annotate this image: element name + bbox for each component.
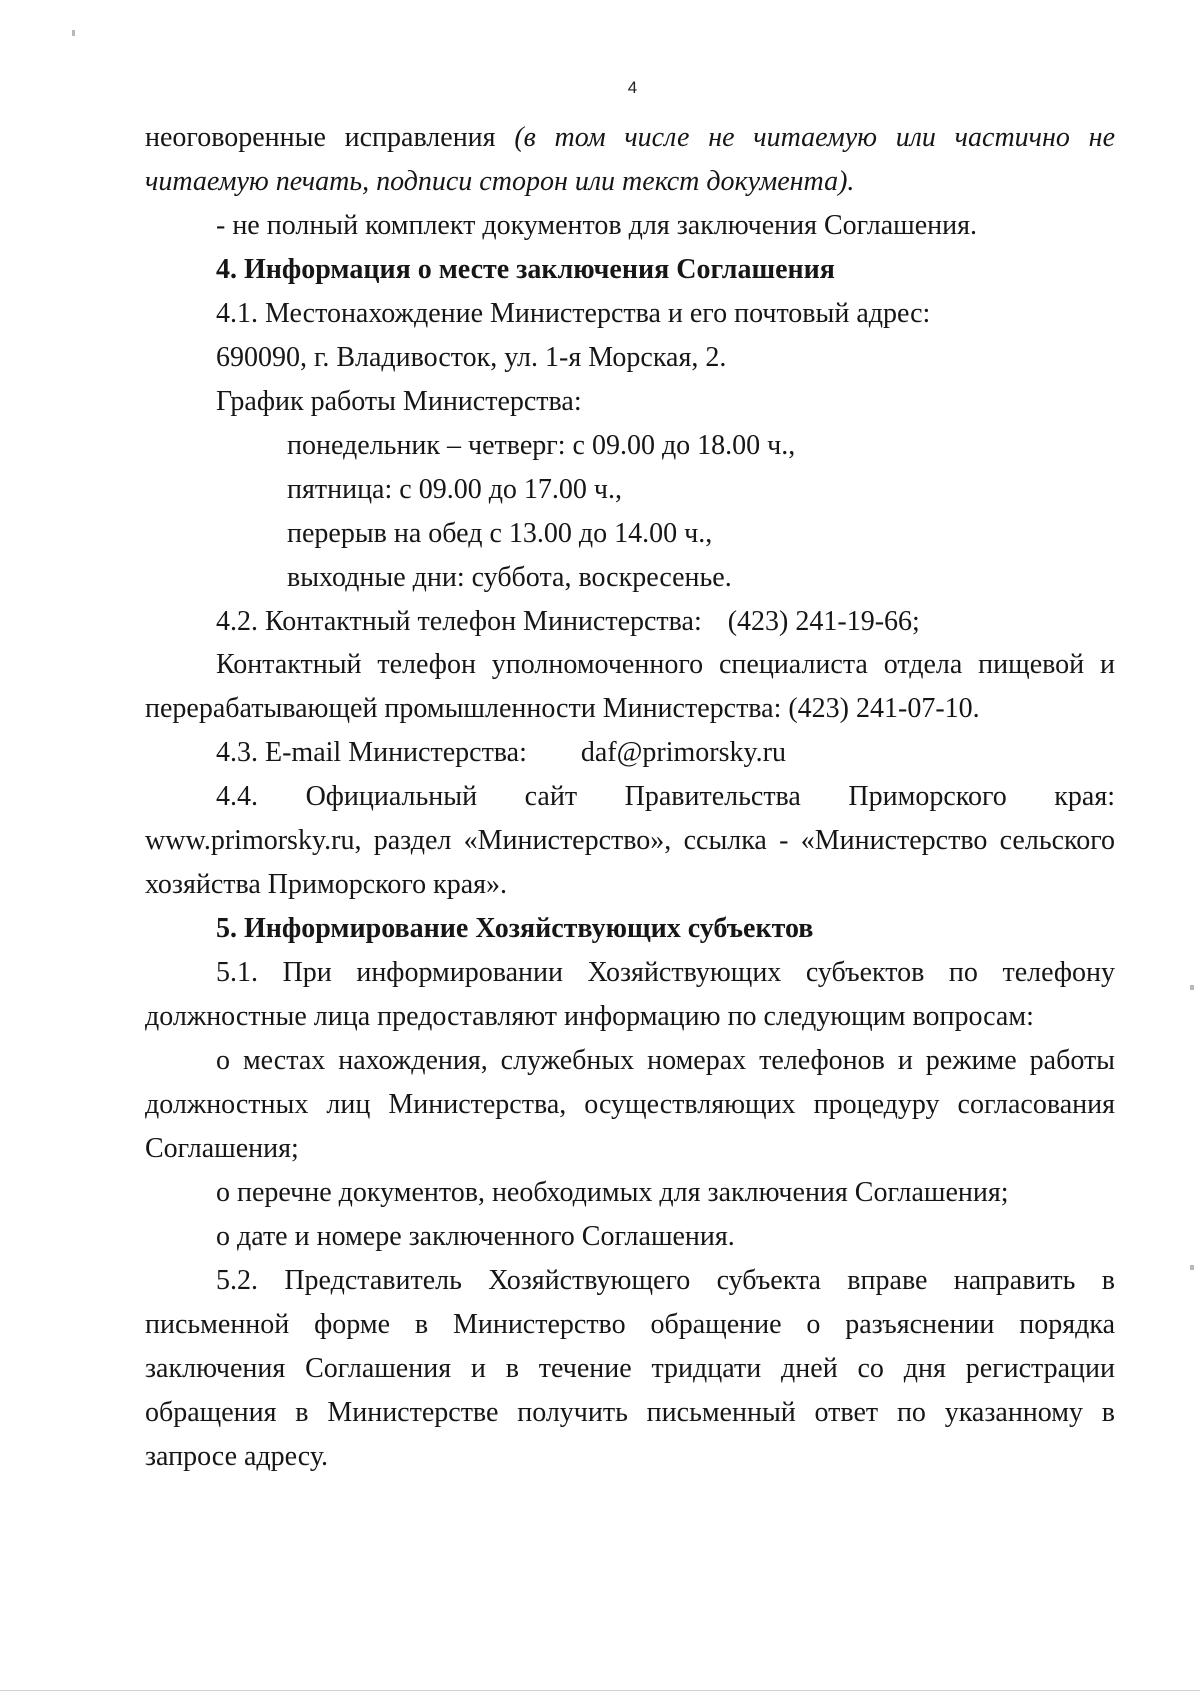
question-1-line-2: должностных лиц Министерства, осуществляющих процедуру согласования [145,1089,1115,1120]
paragraph-5-1-line-1: 5.1. При информировании Хозяйствующих субъектов по телефону [216,957,1115,988]
paragraph-4-4-line-2: www.primorsky.ru, раздел «Министерство», ссылка - «Министерство сельского [145,825,1115,856]
question-1-line-1: о местах нахождения, служебных номерах телефонов и режиме работы [216,1045,1115,1076]
paragraph-4-2 [216,608,920,636]
contact-line-2: перерабатывающей промышленности Министерства: (423) 241-07-10. [145,693,980,724]
paragraph-5-2-line-1: 5.2. Представитель Хозяйствующего субъекта вправе направить в [216,1265,1115,1296]
schedule-friday: пятница: с 09.00 до 17.00 ч., [287,474,623,505]
text-line-2: читаемую печать, подписи сторон или текст документа). [145,166,855,197]
scan-edge-line [0,1690,1200,1691]
schedule-title: График работы Министерства: [216,386,582,417]
page-number: 4 [627,78,638,97]
text-line-1-regular: неоговоренные исправления [145,122,496,153]
paragraph-4-2-label: 4.2. Контактный телефон Министерства: [216,606,702,637]
text-line-3: - не полный комплект документов для заключения Соглашения. [216,210,977,241]
question-1-line-3: Соглашения; [145,1133,299,1164]
ministry-phone: (423) 241-19-66; [727,606,920,637]
text-line-1 [145,124,1115,152]
question-2: о перечне документов, необходимых для заключения Соглашения; [216,1177,1009,1208]
paragraph-4-3-label: 4.3. E-mail Министерства: [216,737,527,768]
scan-speck [1190,1265,1194,1270]
schedule-lunch-break: перерыв на обед с 13.00 до 14.00 ч., [287,518,713,549]
scan-speck [72,30,75,36]
ministry-email: daf@primorsky.ru [580,737,787,768]
scan-speck [1190,985,1194,990]
paragraph-5-2-line-2: письменной форме в Министерство обращение о разъяснении порядка [145,1309,1115,1340]
contact-line-1: Контактный телефон уполномоченного специалиста отдела пищевой и [216,649,1115,680]
paragraph-4-1: 4.1. Местонахождение Министерства и его почтовый адрес: [216,298,931,329]
paragraph-4-4-line-3: хозяйства Приморского края». [145,869,508,900]
text-line-1-italic: (в том числе не читаемую или частично не [514,122,1115,153]
section-4-heading: 4. Информация о месте заключения Соглашения [216,254,835,285]
paragraph-5-1-line-2: должностные лица предоставляют информацию по следующим вопросам: [145,1001,1034,1032]
schedule-mon-thu: понедельник – четверг: с 09.00 до 18.00 ч., [287,430,796,461]
paragraph-5-2-line-4: обращения в Министерстве получить письменный ответ по указанному в [145,1397,1115,1428]
question-3: о дате и номере заключенного Соглашения. [216,1221,735,1252]
paragraph-4-3 [216,739,786,767]
section-5-heading: 5. Информирование Хозяйствующих субъектов [216,913,814,944]
paragraph-5-2-line-3: заключения Соглашения и в течение тридцати дней со дня регистрации [145,1353,1115,1384]
paragraph-5-2-line-5: запросе адресу. [145,1441,329,1472]
paragraph-4-4-line-1: 4.4. Официальный сайт Правительства Приморского края: [216,781,1115,812]
address-line: 690090, г. Владивосток, ул. 1-я Морская, 2. [216,342,727,373]
schedule-weekend: выходные дни: суббота, воскресенье. [287,562,732,593]
